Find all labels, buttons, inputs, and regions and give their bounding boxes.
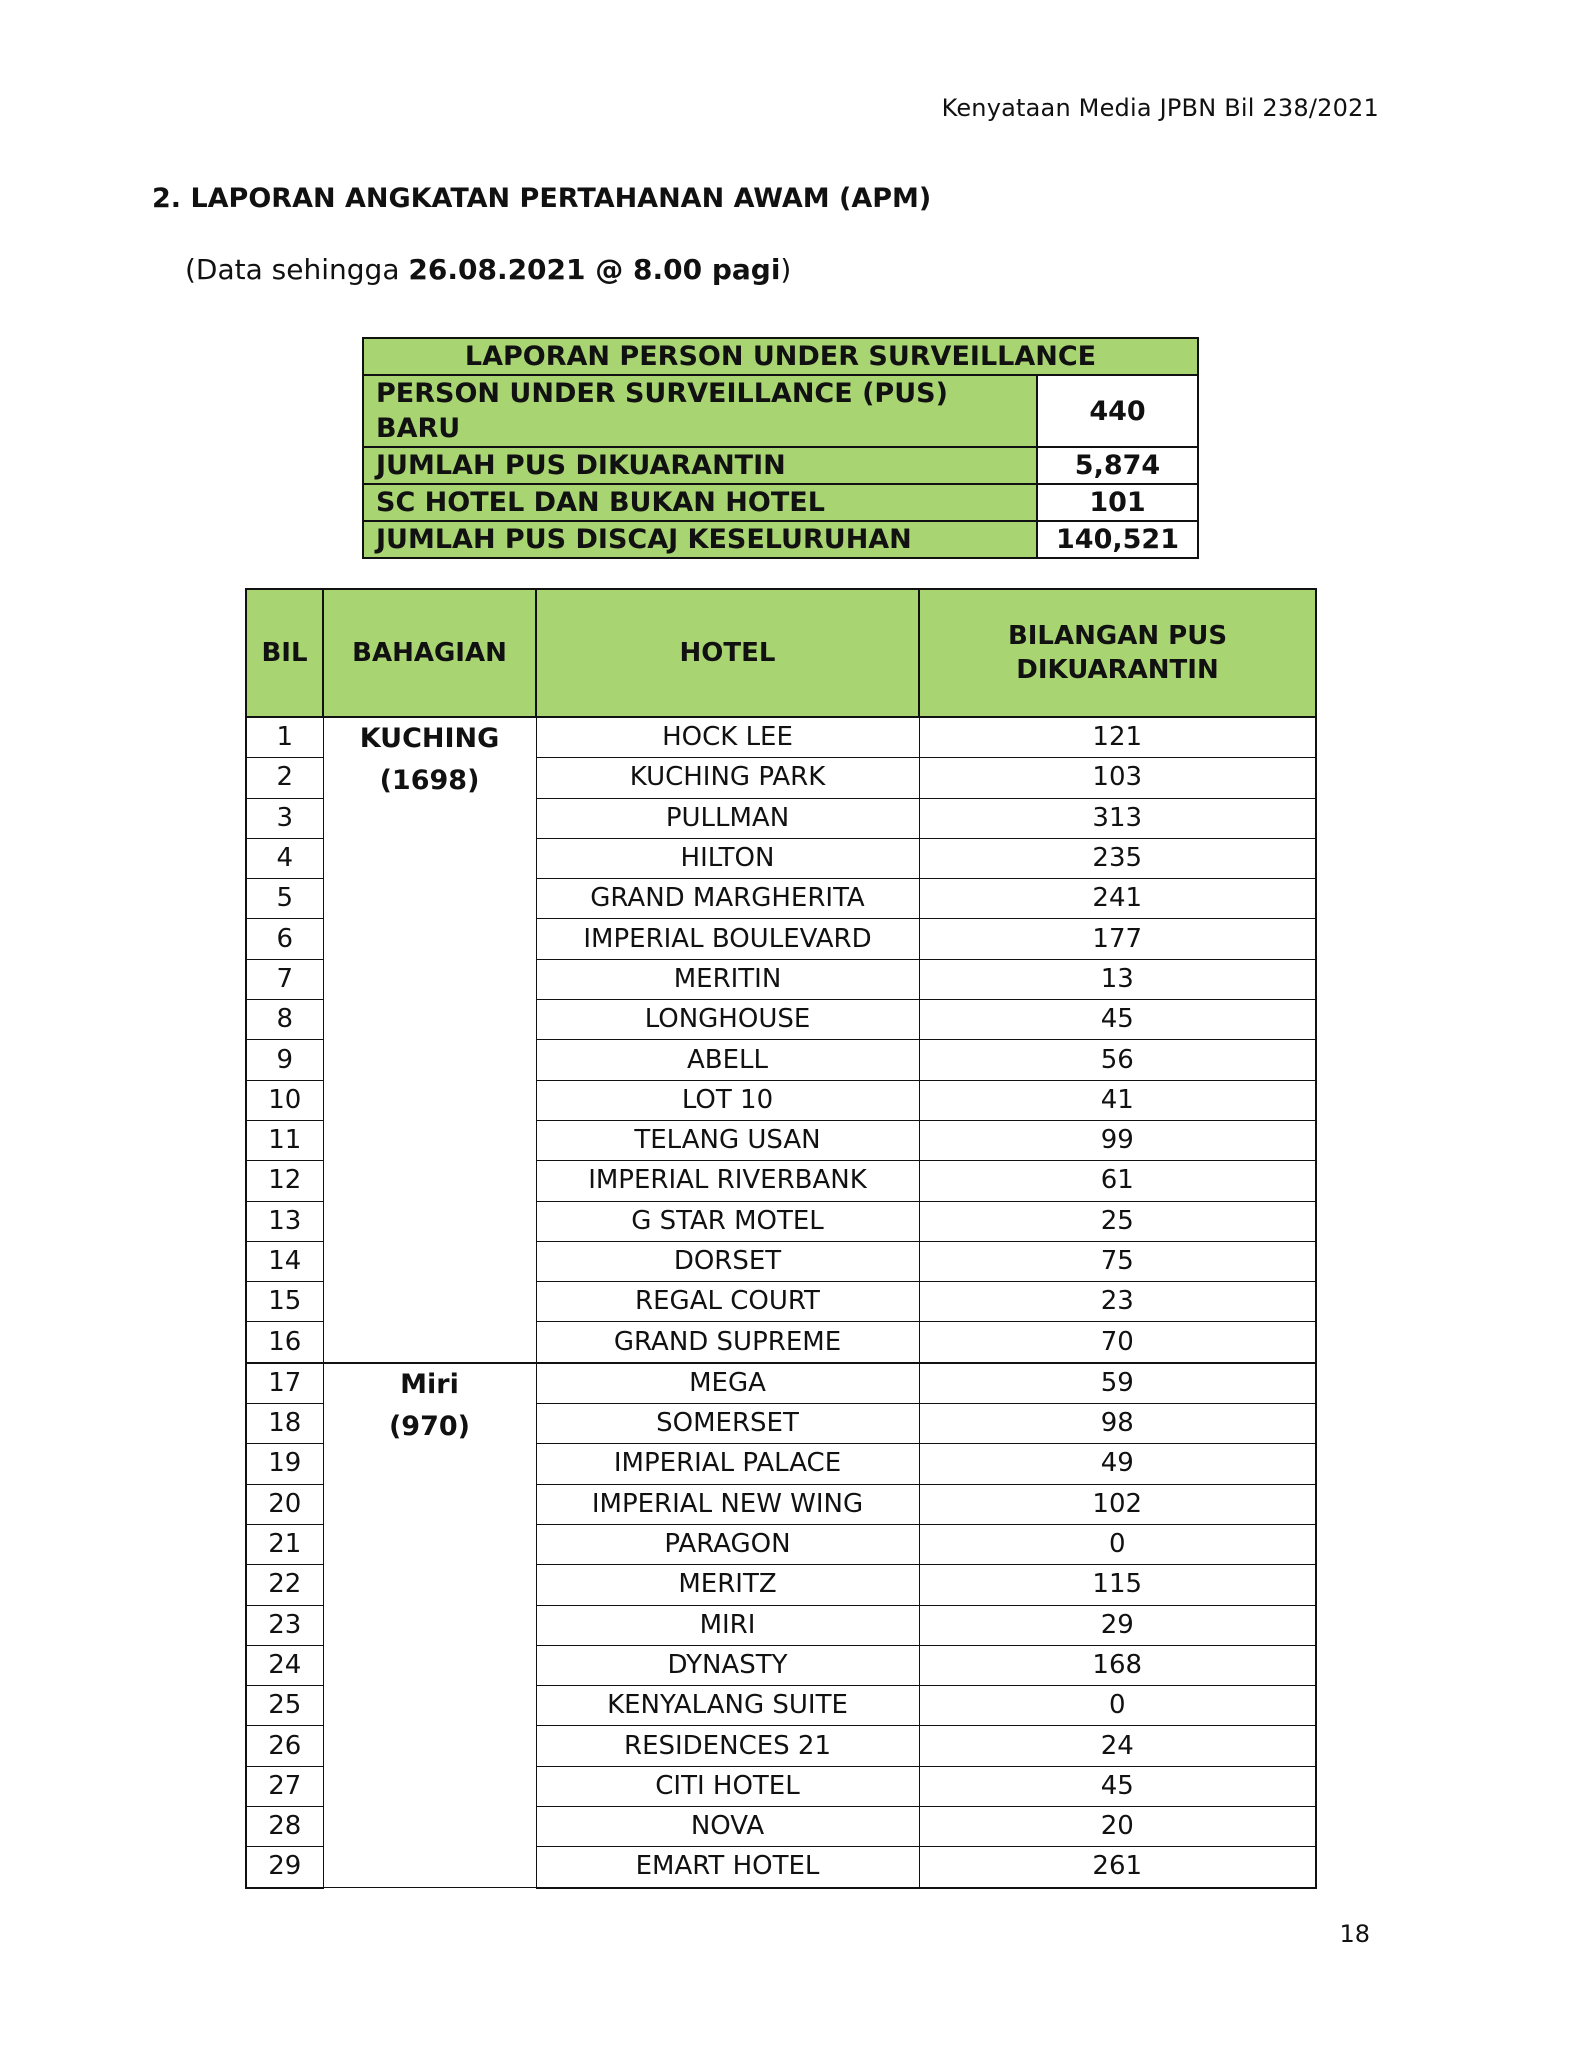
cell-count: 20 <box>919 1807 1316 1847</box>
summary-value: 140,521 <box>1037 521 1198 558</box>
cell-hotel: CITI HOTEL <box>536 1766 919 1806</box>
cell-bil: 21 <box>246 1524 323 1564</box>
cell-count: 49 <box>919 1444 1316 1484</box>
cell-bil: 13 <box>246 1201 323 1241</box>
cell-hotel: G STAR MOTEL <box>536 1201 919 1241</box>
summary-label: JUMLAH PUS DISCAJ KESELURUHAN <box>363 521 1037 558</box>
cell-hotel: KENYALANG SUITE <box>536 1686 919 1726</box>
cell-hotel: MIRI <box>536 1605 919 1645</box>
table-row <box>246 717 1316 758</box>
cell-count: 13 <box>919 959 1316 999</box>
cell-count: 168 <box>919 1645 1316 1685</box>
summary-title-row <box>363 338 1198 375</box>
cell-count: 41 <box>919 1080 1316 1120</box>
cell-bil: 15 <box>246 1282 323 1322</box>
cell-hotel: MERITZ <box>536 1565 919 1605</box>
cell-count: 102 <box>919 1484 1316 1524</box>
region-name: KUCHING <box>359 723 500 754</box>
table-row <box>246 1363 1316 1404</box>
region-total: (1698) <box>379 765 480 796</box>
summary-label: SC HOTEL DAN BUKAN HOTEL <box>363 484 1037 521</box>
cell-bil: 9 <box>246 1040 323 1080</box>
header-bahagian: BAHAGIAN <box>323 589 536 717</box>
cell-count: 0 <box>919 1524 1316 1564</box>
summary-row <box>363 375 1198 447</box>
region-name: Miri <box>400 1368 459 1400</box>
cell-count: 99 <box>919 1120 1316 1160</box>
cell-bil: 29 <box>246 1847 323 1888</box>
cell-count: 121 <box>919 717 1316 758</box>
cell-hotel: REGAL COURT <box>536 1282 919 1322</box>
cell-hotel: HILTON <box>536 838 919 878</box>
cell-count: 98 <box>919 1404 1316 1444</box>
cell-bil: 14 <box>246 1241 323 1281</box>
cell-hotel: MERITIN <box>536 959 919 999</box>
cell-hotel: IMPERIAL RIVERBANK <box>536 1161 919 1201</box>
cell-bil: 16 <box>246 1322 323 1363</box>
cell-hotel: GRAND MARGHERITA <box>536 879 919 919</box>
cell-count: 235 <box>919 838 1316 878</box>
cell-count: 29 <box>919 1605 1316 1645</box>
header-bil: BIL <box>246 589 323 717</box>
cell-bil: 8 <box>246 1000 323 1040</box>
page-number: 18 <box>1339 1920 1370 1948</box>
cell-count: 103 <box>919 758 1316 798</box>
summary-label: PERSON UNDER SURVEILLANCE (PUS) BARU <box>363 375 1037 447</box>
summary-table <box>362 337 1199 559</box>
cell-bil: 22 <box>246 1565 323 1605</box>
cell-count: 25 <box>919 1201 1316 1241</box>
summary-row <box>363 521 1198 558</box>
section-title: 2. LAPORAN ANGKATAN PERTAHANAN AWAM (APM) <box>152 183 932 214</box>
cell-count: 45 <box>919 1000 1316 1040</box>
cell-bil: 25 <box>246 1686 323 1726</box>
data-note-prefix: (Data sehingga <box>185 253 409 286</box>
cell-bil: 10 <box>246 1080 323 1120</box>
cell-count: 0 <box>919 1686 1316 1726</box>
cell-hotel: LONGHOUSE <box>536 1000 919 1040</box>
data-note-date: 26.08.2021 @ 8.00 pagi <box>408 253 781 286</box>
cell-count: 23 <box>919 1282 1316 1322</box>
cell-bil: 26 <box>246 1726 323 1766</box>
cell-hotel: DYNASTY <box>536 1645 919 1685</box>
cell-bil: 2 <box>246 758 323 798</box>
cell-bil: 3 <box>246 798 323 838</box>
cell-count: 56 <box>919 1040 1316 1080</box>
cell-hotel: ABELL <box>536 1040 919 1080</box>
cell-hotel: HOCK LEE <box>536 717 919 758</box>
cell-hotel: IMPERIAL BOULEVARD <box>536 919 919 959</box>
table-header-row <box>246 589 1316 717</box>
summary-value: 101 <box>1037 484 1198 521</box>
cell-hotel: MEGA <box>536 1363 919 1404</box>
cell-count: 313 <box>919 798 1316 838</box>
cell-count: 177 <box>919 919 1316 959</box>
summary-label: JUMLAH PUS DIKUARANTIN <box>363 447 1037 484</box>
cell-hotel: SOMERSET <box>536 1404 919 1444</box>
cell-bil: 7 <box>246 959 323 999</box>
cell-count: 61 <box>919 1161 1316 1201</box>
header-hotel: HOTEL <box>536 589 919 717</box>
cell-bil: 28 <box>246 1807 323 1847</box>
cell-hotel: RESIDENCES 21 <box>536 1726 919 1766</box>
cell-hotel: IMPERIAL NEW WING <box>536 1484 919 1524</box>
cell-count: 75 <box>919 1241 1316 1281</box>
cell-hotel: NOVA <box>536 1807 919 1847</box>
cell-bil: 20 <box>246 1484 323 1524</box>
cell-hotel: LOT 10 <box>536 1080 919 1120</box>
cell-bil: 19 <box>246 1444 323 1484</box>
cell-count: 70 <box>919 1322 1316 1363</box>
cell-bahagian <box>323 1363 536 1888</box>
quarantine-hotel-table <box>245 588 1317 1889</box>
cell-bil: 23 <box>246 1605 323 1645</box>
cell-hotel: EMART HOTEL <box>536 1847 919 1888</box>
cell-count: 241 <box>919 879 1316 919</box>
cell-hotel: PULLMAN <box>536 798 919 838</box>
cell-bil: 12 <box>246 1161 323 1201</box>
cell-hotel: PARAGON <box>536 1524 919 1564</box>
summary-row <box>363 447 1198 484</box>
summary-value: 440 <box>1037 375 1198 447</box>
cell-bil: 6 <box>246 919 323 959</box>
cell-bil: 5 <box>246 879 323 919</box>
cell-hotel: TELANG USAN <box>536 1120 919 1160</box>
document-reference: Kenyataan Media JPBN Bil 238/2021 <box>941 94 1379 122</box>
cell-bahagian <box>323 717 536 1363</box>
cell-hotel: GRAND SUPREME <box>536 1322 919 1363</box>
cell-count: 115 <box>919 1565 1316 1605</box>
cell-bil: 4 <box>246 838 323 878</box>
cell-count: 59 <box>919 1363 1316 1404</box>
summary-value: 5,874 <box>1037 447 1198 484</box>
data-date-note <box>185 253 791 286</box>
cell-count: 24 <box>919 1726 1316 1766</box>
cell-bil: 24 <box>246 1645 323 1685</box>
cell-hotel: IMPERIAL PALACE <box>536 1444 919 1484</box>
data-note-suffix: ) <box>780 253 792 286</box>
summary-row <box>363 484 1198 521</box>
region-total: (970) <box>388 1410 471 1442</box>
cell-bil: 1 <box>246 717 323 758</box>
header-bilangan-pus: BILANGAN PUS DIKUARANTIN <box>919 589 1316 717</box>
cell-hotel: KUCHING PARK <box>536 758 919 798</box>
cell-bil: 17 <box>246 1363 323 1404</box>
cell-hotel: DORSET <box>536 1241 919 1281</box>
cell-bil: 18 <box>246 1404 323 1444</box>
cell-bil: 27 <box>246 1766 323 1806</box>
summary-title: LAPORAN PERSON UNDER SURVEILLANCE <box>363 338 1198 375</box>
cell-bil: 11 <box>246 1120 323 1160</box>
cell-count: 45 <box>919 1766 1316 1806</box>
cell-count: 261 <box>919 1847 1316 1888</box>
